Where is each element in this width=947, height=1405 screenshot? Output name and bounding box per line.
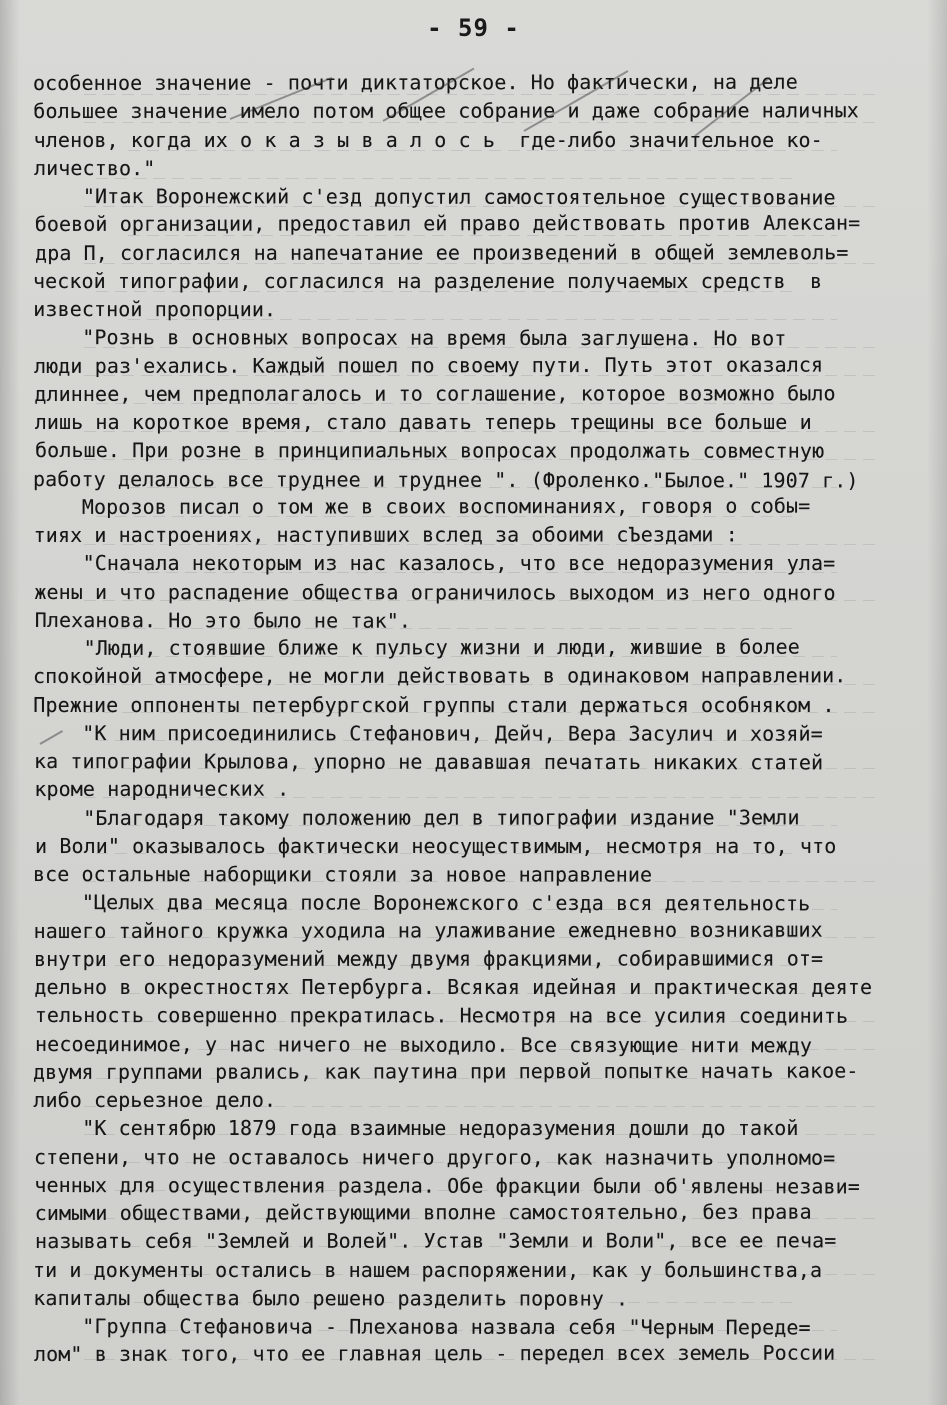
text-line: "К ним присоединились Стефанович, Дейч, Вера Засулич и хозяй= bbox=[33, 720, 823, 746]
left-edge-shadow bbox=[0, 0, 20, 1405]
text-line: двумя группами рвались, как паутина при первой попытке начать какое- bbox=[32, 1058, 859, 1084]
text-line: ти и документы остались в нашем распоряжении, как у большинства,а bbox=[32, 1257, 823, 1282]
text-line: больше. При рознe в принципиальных вопросах продолжать совместную bbox=[35, 438, 825, 463]
text-line: Морозов писал о том же в своих воспоминаниях, говоря о собы= bbox=[33, 493, 811, 519]
text-line: внутри его недоразумений между двумя фракциями, собиравшимися от= bbox=[33, 946, 824, 971]
text-line: нашего тайного кружка уходила на улаживание ежедневно возникавших bbox=[33, 917, 823, 943]
text-line: "К сентябрю 1879 года взаимные недоразумения дошли до такой bbox=[33, 1116, 799, 1141]
text-line: "Итак Воронежский с'езд допустил самостоятельное существование bbox=[34, 184, 836, 210]
text-line: дра П, согласился на напечатание ее произведений в общей землеволь= bbox=[35, 239, 849, 265]
text-line: симыми обществами, действующими вполне самостоятельно, без права bbox=[34, 1199, 812, 1225]
text-line: ческой типографии, согласился на разделение получаемых средств в bbox=[32, 268, 823, 293]
text-line: и Воли" оказывалось фактически неосуществимым, несмотря на то, что bbox=[35, 833, 837, 858]
right-edge-shadow bbox=[927, 0, 947, 1405]
text-line: ка типографии Крылова, упорно не дававшая печатать никаких статей bbox=[33, 749, 824, 775]
text-line: особенное значение - почти диктаторское. Но фактически, на деле bbox=[32, 69, 798, 95]
text-line: "Рознь в основных вопросах на время была заглушена. Но вот bbox=[33, 325, 787, 351]
text-line: "Благодаря такому положению дел в типографии издание "Земли bbox=[34, 804, 800, 830]
text-line: называть себя "Землей и Волей". Устав "Земли и Воли", все ее печа= bbox=[35, 1228, 837, 1254]
text-line: лишь на короткое время, стало давать теперь трещины все больше и bbox=[34, 410, 812, 434]
text-line: спокойной атмосфере, не могли действовать в одинаковом направлении. bbox=[32, 663, 847, 689]
text-line: "Сначала некоторым из нас казалось, что все недоразумения ула= bbox=[34, 551, 836, 576]
text-line: Плеханова. Но это было не так". bbox=[34, 607, 412, 633]
text-line: личество." bbox=[33, 155, 156, 180]
text-line: известной пропорции. bbox=[33, 297, 277, 322]
text-line: длиннее, чем предполагалось и то соглашение, которое возможно было bbox=[34, 381, 836, 406]
text-line: "Люди, стоявшие ближе к пульсу жизни и люди, жившие в более bbox=[35, 634, 800, 660]
text-line: работу делалось все труднее и труднее ". (Фроленко."Былое." 1907 г.) bbox=[32, 466, 859, 492]
text-line: тельность совершенно прекратилась. Несмотря на все усилия соединить bbox=[34, 1003, 849, 1028]
text-line: боевой организации, предоставил ей право действовать против Алексан= bbox=[34, 210, 861, 237]
text-line: несоединимое, у нас ничего не выходило. Все связующие нити между bbox=[35, 1031, 813, 1057]
text-line: "Целых два месяца после Воронежского с'езда вся деятельность bbox=[33, 890, 811, 916]
text-line: люди раз'ехались. Каждый пошел по своему пути. Путь этот оказался bbox=[33, 352, 824, 378]
text-line: "Группа Стефановича - Плеханова назвала себя "Черным Переде= bbox=[33, 1314, 811, 1340]
text-line: Прежние оппоненты петербургской группы стали держаться особняком . bbox=[33, 692, 835, 717]
text-line: лом" в знак того, что ее главная цель - передел всех земель России bbox=[33, 1340, 836, 1367]
text-line: капиталы общества было решено разделить поровну . bbox=[33, 1285, 629, 1311]
text-line: кроме народнических . bbox=[34, 776, 290, 802]
text-line: большее значение имело потом общее собрание и даже собрание наличных bbox=[33, 98, 859, 124]
body-text bbox=[34, 70, 924, 1395]
text-line: все остальные наборщики стояли за новое направление bbox=[32, 862, 653, 887]
text-line: степени, что не оставалось ничего другого, как назначить уполномо= bbox=[33, 1144, 836, 1170]
text-line: тиях и настроениях, наступивших вслед за обоими сЪездами : bbox=[33, 522, 738, 547]
text-line: жены и что распадение общества ограничилось выходом из него одного bbox=[34, 579, 836, 605]
page-number: - 59 - bbox=[427, 14, 520, 42]
text-line: ченных для осуществления раздела. Обе фракции были об'явлены незави= bbox=[34, 1172, 860, 1199]
text-line: дельно в окрестностях Петербурга. Всякая идейная и практическая деяте bbox=[34, 975, 873, 999]
text-line: членов, когда их о к а з ы в а л о с ь где-либо значительное ко- bbox=[33, 127, 823, 152]
text-line: либо серьезное дело. bbox=[33, 1087, 277, 1112]
